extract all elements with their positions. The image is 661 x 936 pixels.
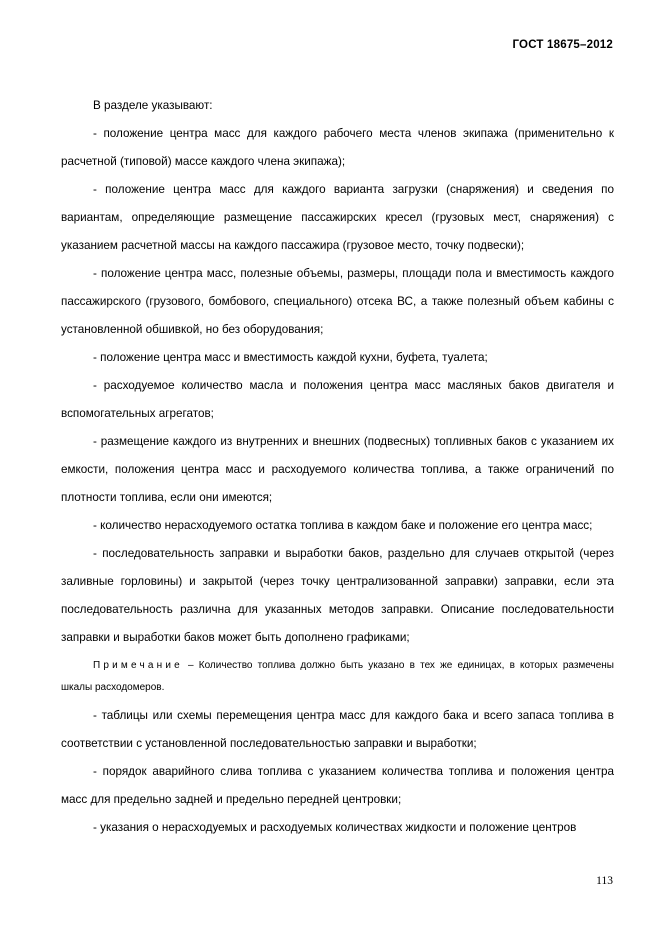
note bbox=[61, 655, 614, 699]
list-item: - расходуемое количество масла и положения центра масс масляных баков двигателя и вспомогательных агрегатов; bbox=[61, 379, 614, 420]
list-item: - положение центра масс для каждого варианта загрузки (снаряжения) и сведения по вариантам, определяющие размещение пассажирских кресел (грузовых мест, снаряжения) с указанием расчетной массы на каждого пассажира (грузовое место, точку подвески); bbox=[61, 183, 614, 252]
list-item: - размещение каждого из внутренних и внешних (подвесных) топливных баков с указанием их емкости, положения центра масс и расходуемого количества топлива, а также ограничений по плотности топлива, если они имеются; bbox=[61, 435, 614, 504]
section-intro: В разделе указывают: bbox=[93, 99, 213, 112]
standard-header: ГОСТ 18675–2012 bbox=[512, 39, 613, 51]
note-text: – Количество топлива должно быть указано в тех же единицах, в которых размечены шкалы расходомеров. bbox=[61, 660, 614, 693]
list-item: - положение центра масс для каждого рабочего места членов экипажа (применительно к расчетной (типовой) массе каждого члена экипажа); bbox=[61, 127, 614, 168]
list-item: - таблицы или схемы перемещения центра масс для каждого бака и всего запаса топлива в соответствии с установленной последовательностью заправки и выработки; bbox=[61, 709, 614, 750]
list-item: - последовательность заправки и выработки баков, раздельно для случаев открытой (через заливные горловины) и закрытой (через точку централизованной заправки) заправки, если эта последовательность различна для указанных методов заправки. Описание последовательности заправки и выработки баков может быть дополнено графиками; bbox=[61, 547, 614, 644]
list-item: - положение центра масс, полезные объемы, размеры, площади пола и вместимость каждого пассажирского (грузового, бомбового, специального) отсека ВС, а также полезный объем кабины с установленной обшивкой, но без оборудования; bbox=[61, 267, 614, 336]
list-item: - указания о нерасходуемых и расходуемых количествах жидкости и положение центров bbox=[93, 821, 577, 834]
note-label: Примечание bbox=[93, 660, 183, 671]
list-item: - положение центра масс и вместимость каждой кухни, буфета, туалета; bbox=[93, 351, 488, 364]
document-body bbox=[61, 92, 614, 842]
page-number: 113 bbox=[596, 875, 613, 887]
list-item: - количество нерасходуемого остатка топлива в каждом баке и положение его центра масс; bbox=[93, 519, 593, 532]
list-item: - порядок аварийного слива топлива с указанием количества топлива и положения центра масс для предельно задней и предельно передней центровки; bbox=[61, 765, 614, 806]
